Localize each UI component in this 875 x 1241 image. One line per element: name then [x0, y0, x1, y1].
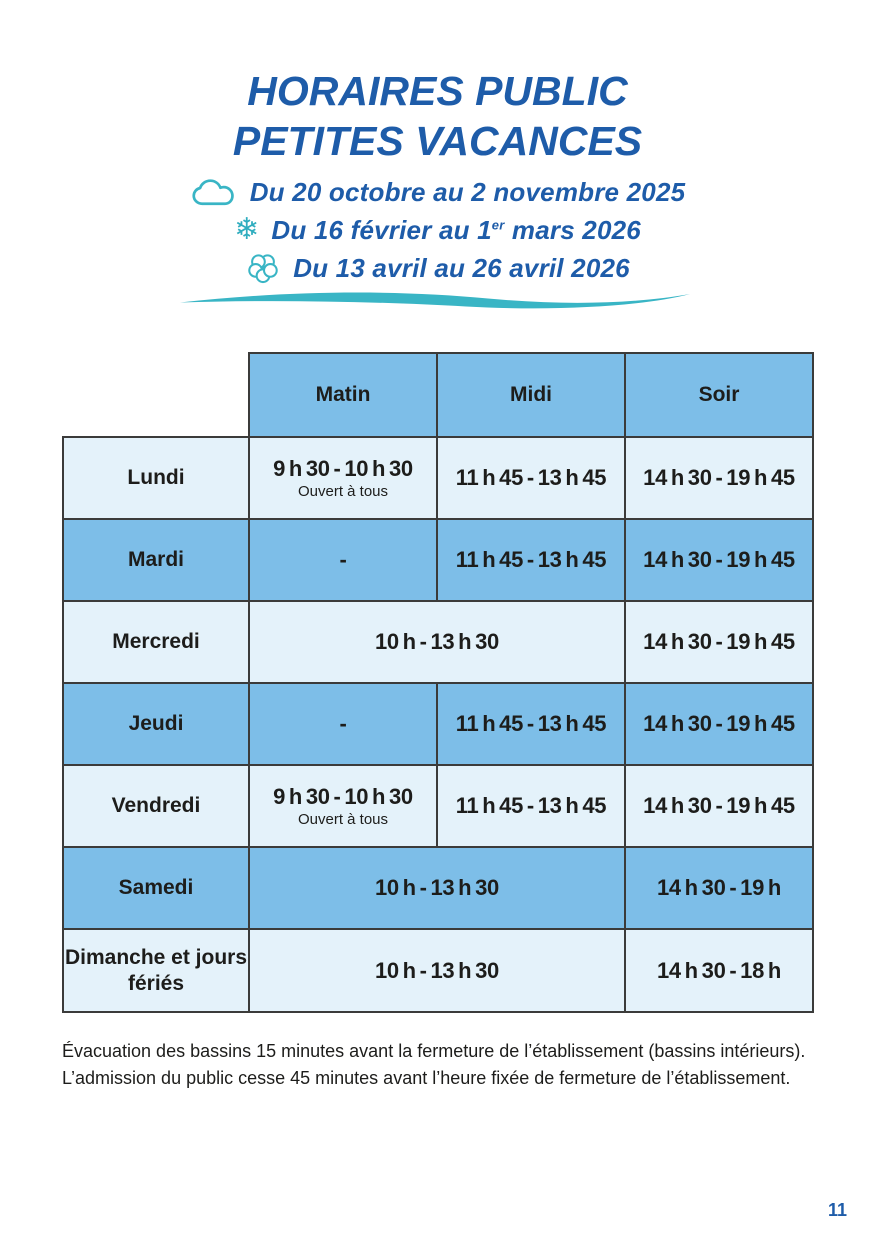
day-label: Lundi — [63, 437, 249, 519]
day-label: Vendredi — [63, 765, 249, 847]
soir-cell: 14 h 30 - 18 h — [625, 929, 813, 1012]
period-spring — [245, 249, 630, 287]
table-row-samedi — [63, 847, 813, 929]
matin-cell: 9 h 30 - 10 h 30 Ouvert à tous — [249, 437, 437, 519]
matin-cell: - — [249, 683, 437, 765]
col-header-midi: Midi — [437, 353, 625, 437]
cell-note: Ouvert à tous — [297, 811, 389, 828]
col-header-matin: Matin — [249, 353, 437, 437]
table-row-dimanche — [63, 929, 813, 1012]
soir-cell: 14 h 30 - 19 h 45 — [625, 601, 813, 683]
soir-cell: 14 h 30 - 19 h 45 — [625, 683, 813, 765]
soir-cell: 14 h 30 - 19 h 45 — [625, 765, 813, 847]
matin-midi-cell: 10 h - 13 h 30 — [249, 847, 625, 929]
day-label: Jeudi — [63, 683, 249, 765]
table-header-row — [63, 353, 813, 437]
table-row-jeudi — [63, 683, 813, 765]
period-text: Du 16 février au 1er mars 2026 — [271, 214, 641, 245]
footer-note-line1: Évacuation des bassins 15 minutes avant la fermeture de l’établissement (bassins intérieurs). — [62, 1041, 806, 1061]
table-row-lundi — [63, 437, 813, 519]
midi-cell: 11 h 45 - 13 h 45 — [437, 519, 625, 601]
period-autumn — [190, 173, 686, 211]
footer-note-line2: L’admission du public cesse 45 minutes avant l’heure fixée de fermeture de l’établissement. — [62, 1068, 791, 1088]
soir-cell: 14 h 30 - 19 h 45 — [625, 519, 813, 601]
cell-note: Ouvert à tous — [297, 483, 389, 500]
wave-divider — [178, 285, 692, 318]
matin-cell: 9 h 30 - 10 h 30 Ouvert à tous — [249, 765, 437, 847]
soir-cell: 14 h 30 - 19 h — [625, 847, 813, 929]
day-label: Mardi — [63, 519, 249, 601]
matin-midi-cell: 10 h - 13 h 30 — [249, 929, 625, 1012]
table-row-vendredi — [63, 765, 813, 847]
matin-cell: - — [249, 519, 437, 601]
matin-midi-cell: 10 h - 13 h 30 — [249, 601, 625, 683]
period-winter — [234, 211, 641, 249]
col-header-soir: Soir — [625, 353, 813, 437]
footer-notes — [62, 1038, 805, 1092]
vacation-periods — [0, 173, 875, 287]
table-row-mercredi — [63, 601, 813, 683]
page-title — [0, 66, 875, 166]
soir-cell: 14 h 30 - 19 h 45 — [625, 437, 813, 519]
midi-cell: 11 h 45 - 13 h 45 — [437, 437, 625, 519]
page-number: 11 — [827, 1200, 847, 1220]
period-text: Du 13 avril au 26 avril 2026 — [293, 252, 630, 283]
period-text: Du 20 octobre au 2 novembre 2025 — [249, 176, 686, 207]
day-label: Mercredi — [63, 601, 249, 683]
midi-cell: 11 h 45 - 13 h 45 — [437, 683, 625, 765]
page-title-line1: HORAIRES PUBLIC — [247, 68, 628, 114]
midi-cell: 11 h 45 - 13 h 45 — [437, 765, 625, 847]
day-label: Samedi — [63, 847, 249, 929]
cloud-icon — [190, 179, 238, 206]
table-row-mardi — [63, 519, 813, 601]
page-title-line2: PETITES VACANCES — [232, 118, 643, 164]
corner-cell — [63, 353, 249, 437]
snowflake-icon: ❄ — [234, 212, 260, 247]
day-label: Dimanche et jours fériés — [63, 929, 249, 1012]
flower-icon — [245, 250, 281, 286]
schedule-table — [62, 352, 814, 1013]
